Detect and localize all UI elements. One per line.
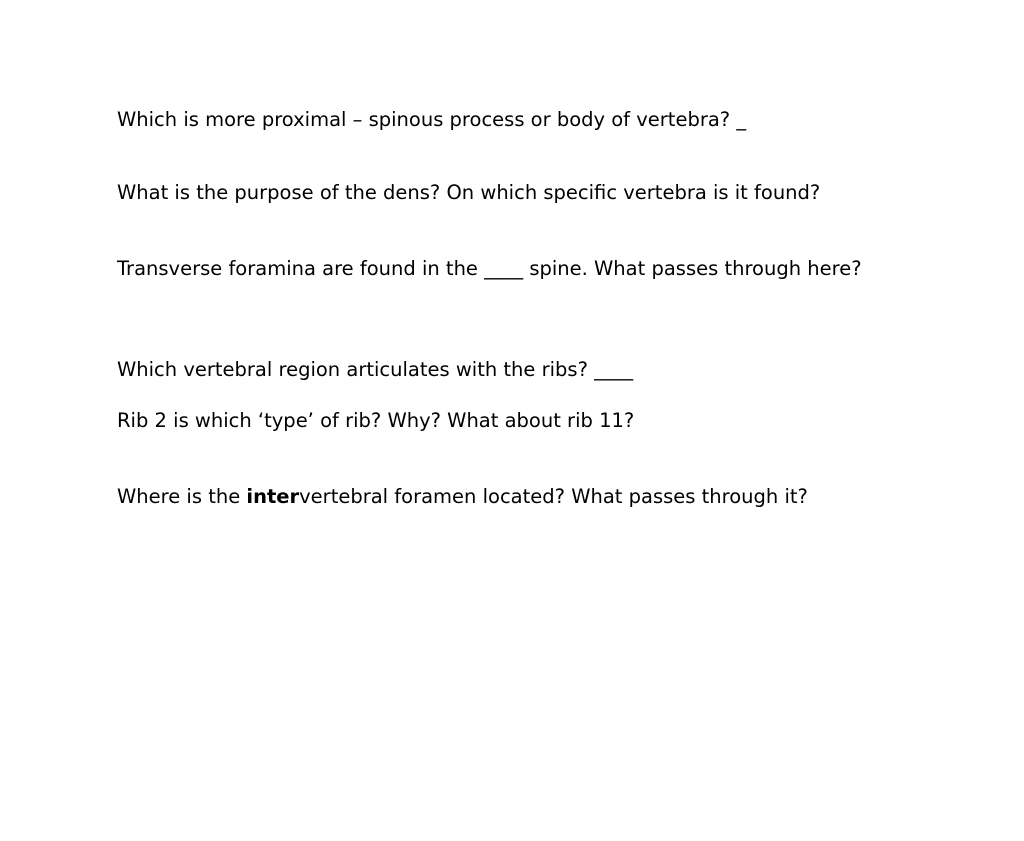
question-rib-type: Rib 2 is which ‘type’ of rib? Why? What about rib 11? [117,409,635,432]
question-intervertebral-foramen [117,484,887,510]
question-intervertebral-text-end: vertebral foramen located? What passes through it? [299,485,808,508]
question-ribs-region: Which vertebral region articulates with the ribs? ____ [117,358,634,381]
question-transverse-foramina: Transverse foramina are found in the ____ spine. What passes through here? [117,257,862,280]
question-intervertebral-text-start: Where is the [117,485,247,508]
question-proximal: Which is more proximal – spinous process or body of vertebra? _ [117,108,747,131]
question-intervertebral-bold-prefix: inter [246,485,300,508]
question-dens: What is the purpose of the dens? On which specific vertebra is it found? [117,181,821,204]
